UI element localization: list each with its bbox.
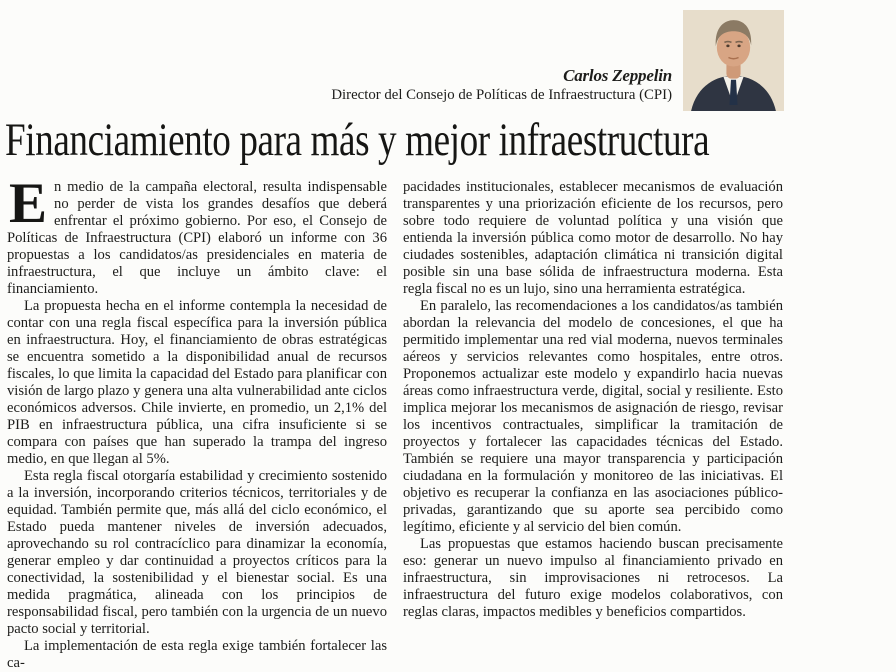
- article-body: [7, 172, 783, 672]
- paragraph-text: n medio de la campaña electoral, resulta indispensable no perder de vista los grandes desafíos que deberá enfrentar el próximo gobierno. Por eso, el Consejo de Políticas de Infraestructura (CPI) elaboró un informe con 36 propuestas a los candidatos/as presidenciales en materia de infraestructura, el que incluye un ámbito clave: el financiamiento.: [7, 179, 387, 297]
- paragraph: En paralelo, las recomendaciones a los candidatos/as también abordan la relevancia del modelo de concesiones, el que ha permitido implementar una red vial moderna, nuevos terminales aéreos y servicios relevantes como hospitales, entre otros. Proponemos actualizar este modelo y expandirlo hacia nuevas áreas como infraestructura verde, digital, social y resiliente. Esto implica mejorar los mecanismos de asignación de riesgo, revisar los incentivos contractuales, simplificar la tramitación de proyectos y fortalecer las capacidades técnicas del Estado. También se requiere una mayor transparencia y participación ciudadana en la formulación y monitoreo de las iniciativas. El objetivo es recuperar la confianza en las asociaciones público-privadas, garantizando que su aporte sea percibido como legítimo, eficiente y al servicio del bien común.: [403, 298, 783, 535]
- paragraph: La implementación de esta regla exige también fortalecer las ca-: [7, 638, 387, 671]
- column-left: [7, 172, 387, 672]
- paragraph: pacidades institucionales, establecer mecanismos de evaluación transparentes y una priorización eficiente de los recursos, pero sobre todo requiere de voluntad política y una visión que entienda la inversión pública como motor de desarrollo. No hay ciudades sostenibles, adaptación climática ni transición digital posible sin una base sólida de infraestructura moderna. Esta regla fiscal no es un lujo, sino una herramienta estratégica.: [403, 179, 783, 297]
- author-portrait-illustration: [683, 10, 784, 111]
- headline-container: [5, 114, 785, 166]
- byline-role: Director del Consejo de Políticas de Infraestructura (CPI): [331, 87, 672, 103]
- byline: [120, 66, 672, 104]
- paragraph: Esta regla fiscal otorgaría estabilidad y crecimiento sostenido a la inversión, incorporando criterios técnicos, territoriales y de equidad. También permite que, más allá del ciclo económico, el Estado pueda mantener niveles de inversión adecuados, aprovechando su rol contracíclico para dinamizar la economía, generar empleo y dar continuidad a proyectos críticos para la conectividad, la sostenibilidad y el bienestar social. Es una medida pragmática, alineada con los principios de responsabilidad fiscal, pero también con la urgencia de un nuevo pacto social y territorial.: [7, 468, 387, 637]
- byline-author: Carlos Zeppelin: [563, 66, 672, 85]
- headline: Financiamiento para más y mejor infraestructura: [5, 114, 710, 166]
- column-right: [403, 179, 783, 672]
- paragraph: La propuesta hecha en el informe contempla la necesidad de contar con una regla fiscal específica para la inversión pública en infraestructura. Hoy, el financiamiento de obras estratégicas se encuentra sometido a la disponibilidad anual de recursos fiscales, lo que limita la capacidad del Estado para planificar con visión de largo plazo y genera una alta vulnerabilidad ante ciclos económicos adversos. Chile invierte, en promedio, un 2,1% del PIB en infraestructura pública, una cifra insuficiente si se compara con países que han superado la trampa del ingreso medio, en que llegan al 5%.: [7, 298, 387, 467]
- paragraph: [7, 172, 387, 298]
- paragraph: Las propuestas que estamos haciendo buscan precisamente eso: generar un nuevo impulso al financiamiento privado en infraestructura, sin improvisaciones ni retrocesos. La infraestructura del futuro exige modelos colaborativos, con reglas claras, impactos medibles y beneficios compartidos.: [403, 536, 783, 620]
- author-photo: [683, 10, 784, 111]
- drop-cap: E: [9, 172, 48, 235]
